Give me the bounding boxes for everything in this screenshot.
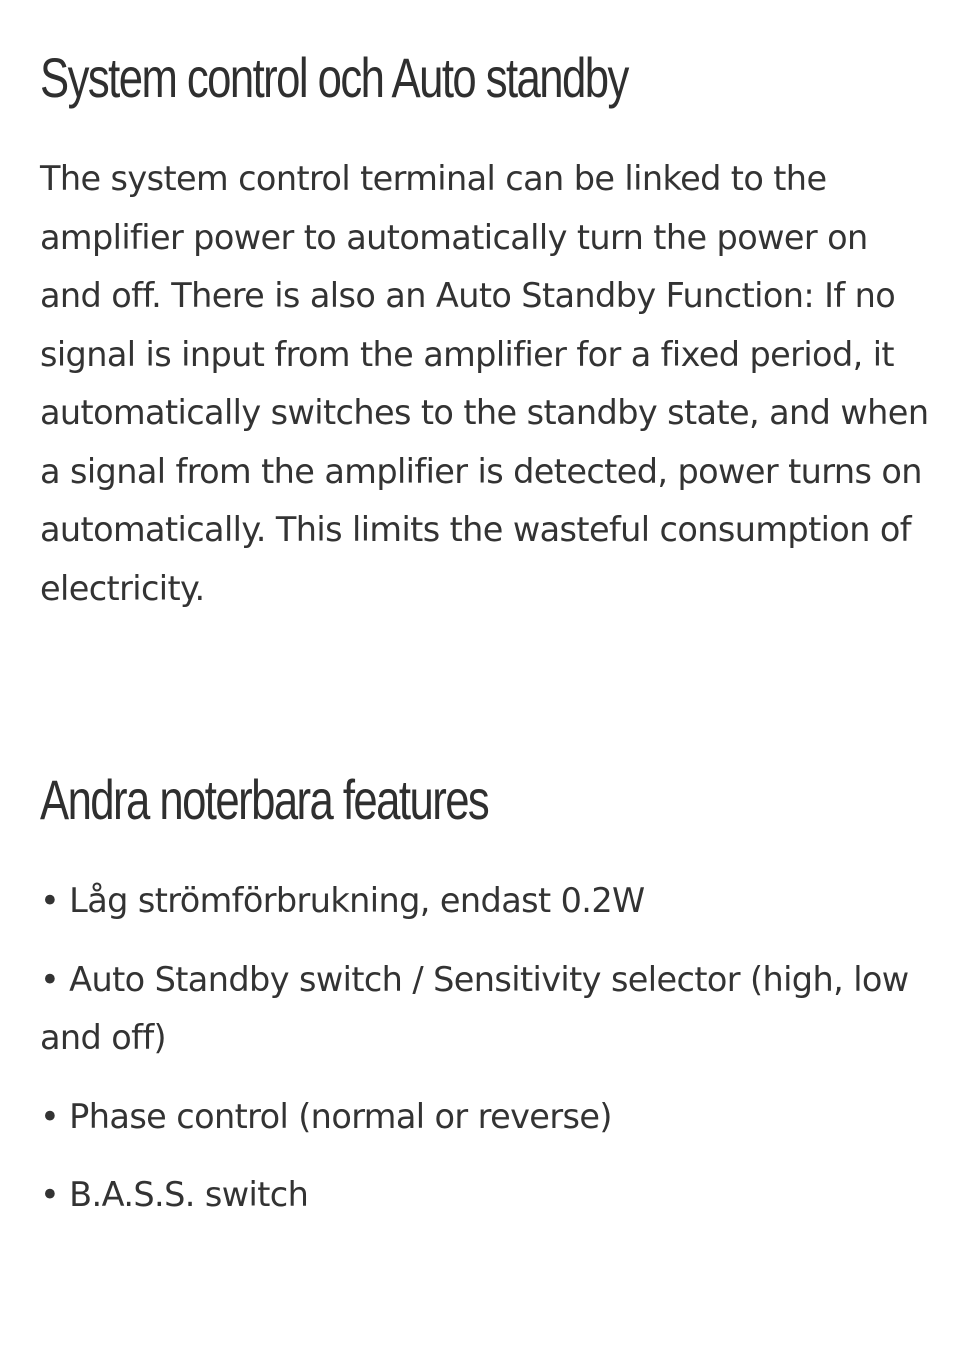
list-item <box>40 951 930 1068</box>
list-item-text: Auto Standby switch / Sensitivity selector (high, low and off) <box>40 959 909 1057</box>
list-item-text: Låg strömförbrukning, endast 0.2W <box>69 881 645 920</box>
bullet-icon: • <box>40 1175 60 1214</box>
list-item <box>40 1166 930 1225</box>
list-item <box>40 1088 930 1147</box>
bullet-icon: • <box>40 959 60 999</box>
list-item-text: Phase control (normal or reverse) <box>69 1096 612 1136</box>
features-list <box>40 872 930 1245</box>
section-heading-features: Andra noterbara features <box>40 768 489 831</box>
section-paragraph-system-control: The system control terminal can be linked to the amplifier power to automatically turn the power on and off. There is also an Auto Standby Function: If no signal is input from the amplifier for a fixed period, it automatically switches to the standby state, and when a signal from the amplifier is detected, power turns on automatically. This limits the wasteful consumption of electricity. <box>40 159 929 608</box>
list-item-text: B.A.S.S. switch <box>69 1175 309 1214</box>
bullet-icon: • <box>40 881 60 920</box>
bullet-icon: • <box>40 1096 60 1136</box>
list-item <box>40 872 930 931</box>
section-heading-system-control: System control och Auto standby <box>40 46 628 109</box>
